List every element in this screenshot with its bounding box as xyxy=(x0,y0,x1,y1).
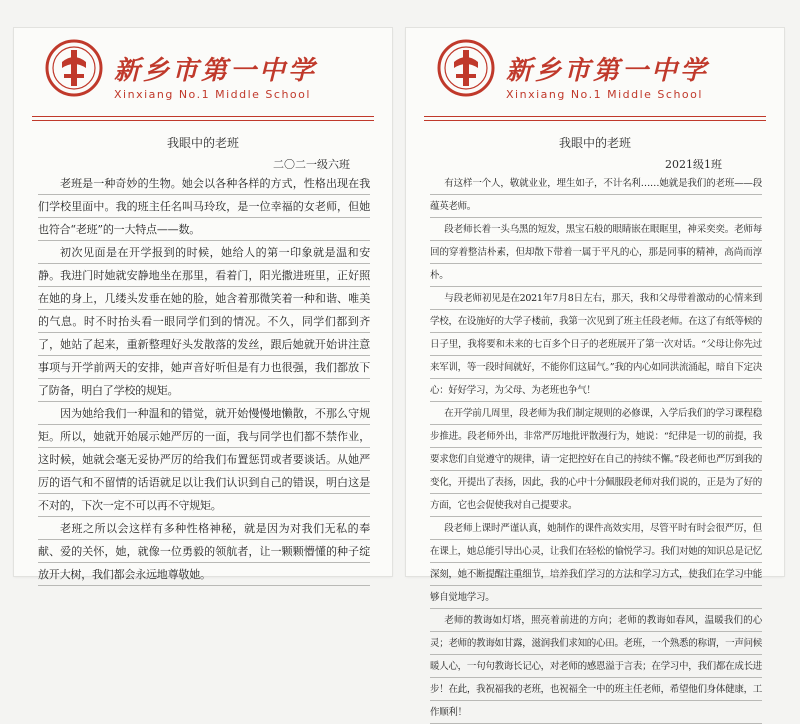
school-logo-icon xyxy=(44,38,104,98)
letterhead xyxy=(14,34,392,126)
essay-paragraph: 段老师上课时严谨认真，她制作的课件高效实用，尽管平时有时会很严厉，但在课上，她总能引导出心灵，让我们在轻松的愉悦学习。我们对她的知识总是记忆深刻，她不断提醒注重细节，培养我们学习的方法和学习方式，使我们在学习中能够自觉地学习。 xyxy=(430,523,762,603)
essay-title: 我眼中的老班 xyxy=(166,136,239,150)
header-divider xyxy=(424,116,766,117)
header-divider-thin xyxy=(32,120,374,121)
school-name-cn: 新乡市第一中学 xyxy=(506,56,710,86)
essay-paragraph: 与段老师初见是在2021年7月8日左右，那天，我和父母带着激动的心情来到学校，在设施好的大学子楼前，我第一次见到了班主任段老师。在这了有纸等候的日子里，我将要和未来的七百多个日子的老班展开了第一次对话。“父母让你先过来军训，等一段时间就好，不能你们这届气。”我的内心如同洪流涌起，暗自下定决心：好好学习，为父母、为老班也争气！ xyxy=(430,293,762,396)
school-name-en: Xinxiang No.1 Middle School xyxy=(114,88,311,101)
header-divider xyxy=(32,116,374,117)
school-logo-icon xyxy=(436,38,496,98)
left-essay-sheet xyxy=(14,28,392,581)
essay-paragraph: 因为她给我们一种温和的错觉，就开始慢慢地懒散，不那么守规矩。所以，她就开始展示她严厉的一面，我与同学也们都不禁作业，这时候，她就会毫无妥协严厉的给我们布置惩罚或者要谈话。从她严厉的语气和不留情的话语就足以让我们认识到自己的错误，明白这是不对的，下次一定不可以再不守规矩。 xyxy=(38,407,370,512)
essay-paragraph: 老班是一种奇妙的生物。她会以各种各样的方式，性格出现在我们学校里面中。我的班主任名叫马玲玫，是一位幸福的女老师，但她也符合“老班”的一大特点——数。 xyxy=(38,177,370,236)
essay-body xyxy=(38,172,370,586)
class-label: 2021级1班 xyxy=(665,158,722,171)
essay-paragraph: 老班之所以会这样有多种性格神秘，就是因为对我们无私的奉献、爱的关怀，她，就像一位勇毅的领航者，让一颗颗懵懂的种子绽放开大树，我们都会永远地尊敬她。 xyxy=(38,522,370,581)
class-label: 二〇二一级六班 xyxy=(273,158,350,171)
letterhead xyxy=(406,34,784,126)
header-divider-thin xyxy=(424,120,766,121)
essay-paragraph: 有这样一个人，敬就业业，埋生如子，不计名利……她就是我们的老班——段蕴英老师。 xyxy=(430,178,762,212)
essay-body xyxy=(430,172,762,724)
essay-paragraph: 初次见面是在开学报到的时候，她给人的第一印象就是温和安静。我进门时她就安静地坐在那里，看着门，阳光撒进班里，正好照在她的身上，几缕头发垂在她的脸，她含着那微笑着一种和谐、唯美的气息。时不时抬头看一眼同学们到的情况。不久，同学们都到齐了，她站了起来，重新整理好头发散落的发丝，跟后她就开始讲注意事项与开学前两天的安排，她声音好听但是有力也很强，我们都放下了防备，明白了学校的规矩。 xyxy=(38,246,370,397)
school-name-en: Xinxiang No.1 Middle School xyxy=(506,88,703,101)
school-name-cn: 新乡市第一中学 xyxy=(114,56,318,86)
right-essay-sheet xyxy=(406,28,784,718)
essay-paragraph: 段老师长着一头乌黑的短发，黑宝石般的眼睛嵌在眼眶里，神采奕奕。老师每回的穿着整洁朴素，但却散下带着一属于平凡的心，那是同事的精神，高尚而淳朴。 xyxy=(430,224,762,281)
essay-title: 我眼中的老班 xyxy=(558,136,631,150)
essay-paragraph: 在开学前几周里，段老师为我们制定规则的必修课，入学后我们的学习课程稳步推进。段老师外出，非常严厉地批评散漫行为，她说：“纪律是一切的前提，我要求您们自觉遵守的规律，请一定把控好在自己的持续不懈。”段老师也严厉到我的变化，开提出了表扬，因此，我的心中十分佩服段老师对我们说的，正是为了好的方面，它也会促使我对自己提要求。 xyxy=(430,408,762,511)
essay-paragraph: 老师的教诲如灯塔，照亮着前进的方向；老师的教诲如春风，温暖我们的心灵；老师的教诲如甘露，滋润我们求知的心田。老班，一个熟悉的称谓，一声问候暖人心，一句句教诲长记心，对老师的感恩溢于言表；在学习中，我们都在成长进步！在此，我祝福我的老班，也祝福全一中的班主任老师，希望他们身体健康，工作顺利！ xyxy=(430,615,762,718)
